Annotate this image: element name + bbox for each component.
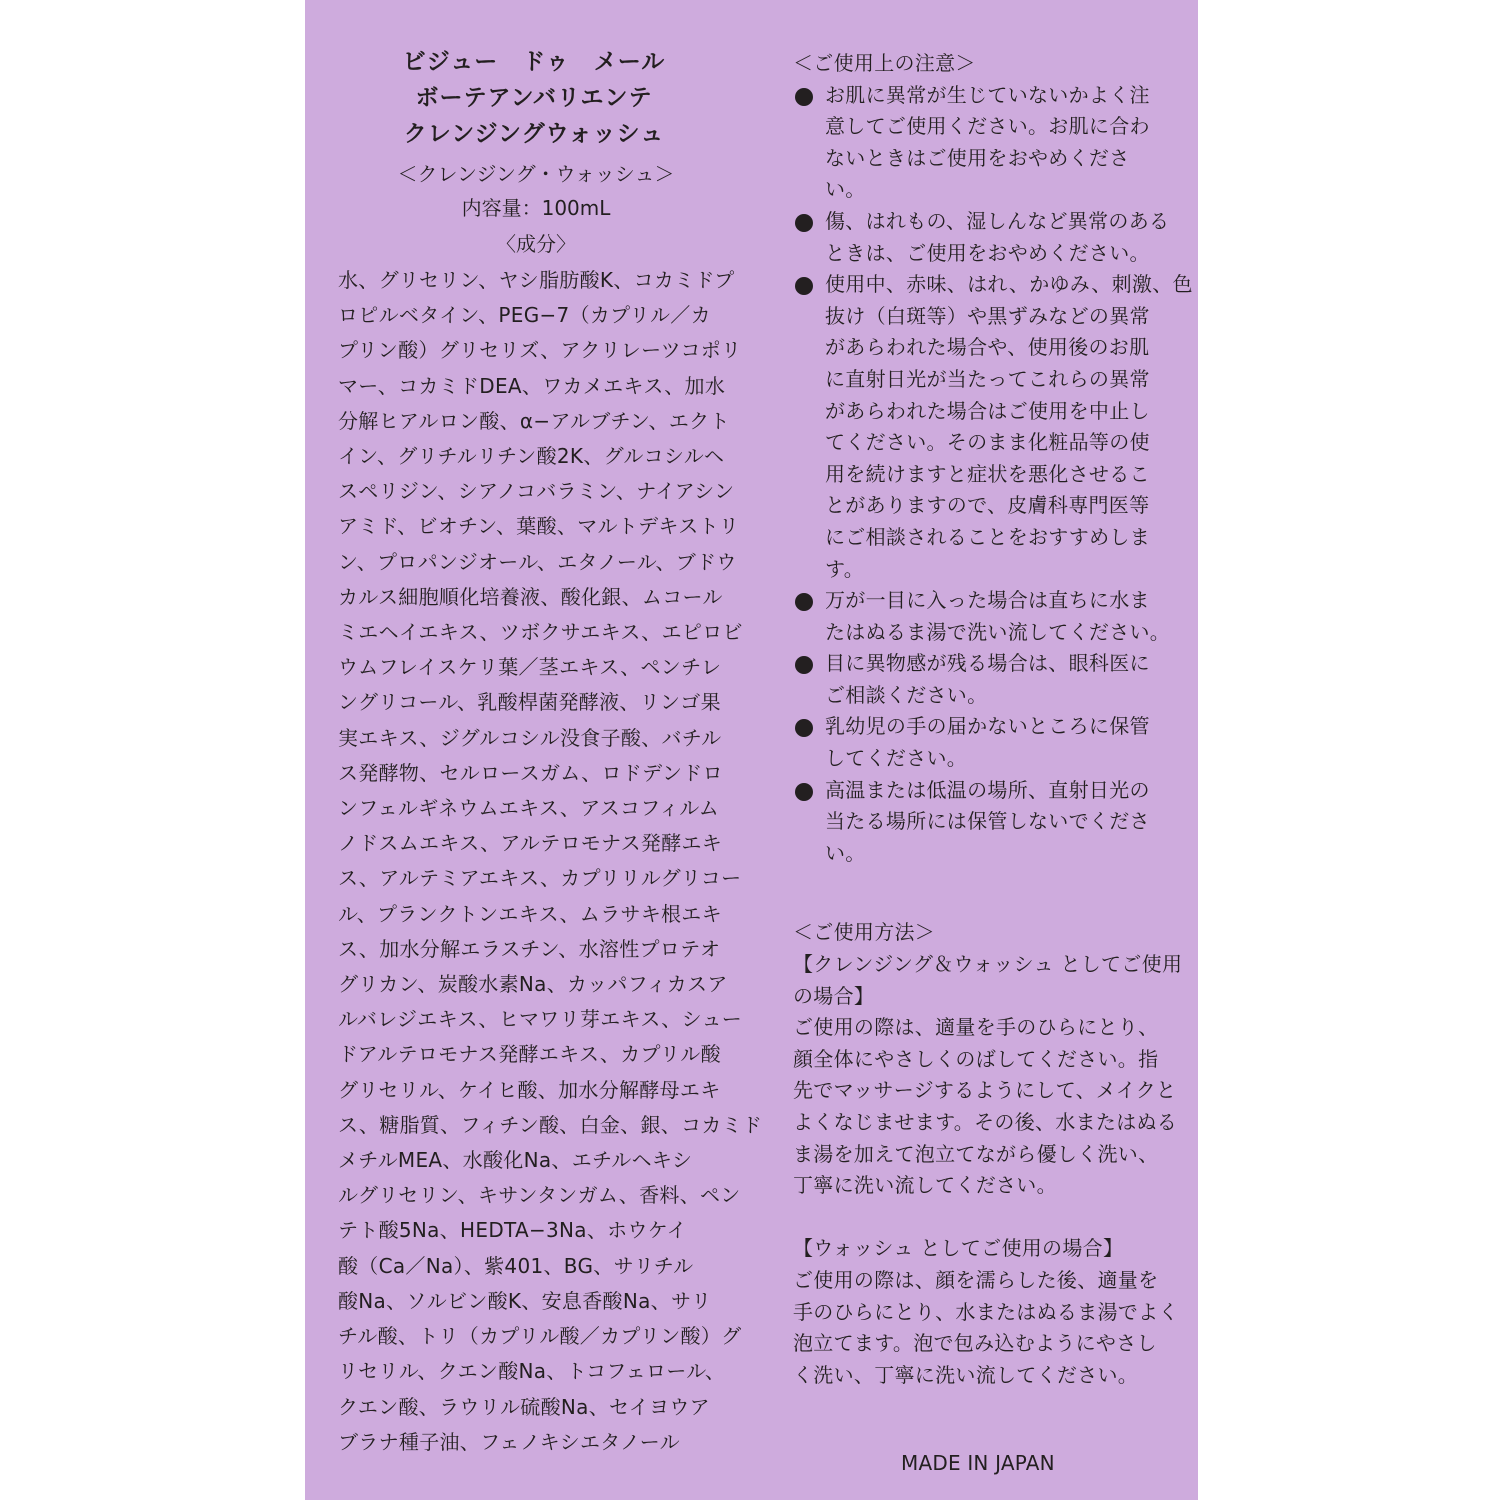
ingredients-line: 実エキス、ジグルコシル没食子酸、バチル <box>338 725 722 750</box>
ingredients-line: プリン酸）グリセリズ、アクリレーツコポリ <box>338 338 742 363</box>
wash-text-line: く洗い、丁寧に洗い流してください。 <box>793 1362 1139 1387</box>
cautions-list <box>793 80 1193 870</box>
caution-item <box>793 269 1193 585</box>
caution-item <box>793 775 1173 870</box>
caution-line: 目に異物感が残る場合は、眼科医に <box>825 651 1150 676</box>
cleansing-heading-line: 【クレンジング＆ウォッシュ としてご使用 <box>793 952 1183 977</box>
ingredients-line: ミエヘイエキス、ツボクサエキス、エピロビ <box>338 620 743 645</box>
ingredients-line: ウムフレイスケリ葉／茎エキス、ペンチレ <box>338 655 722 680</box>
wash-heading: 【ウォッシュ としてご使用の場合】 <box>793 1236 1124 1261</box>
product-title <box>338 44 724 152</box>
ingredients-line: ス、糖脂質、フィチン酸、白金、銀、コカミド <box>338 1112 763 1137</box>
bullet-icon <box>795 593 813 611</box>
ingredients-line: メチルMEA、水酸化Na、エチルヘキシ <box>338 1148 693 1173</box>
caution-item <box>793 711 1173 774</box>
ingredients-line: ブラナ種子油、フェノキシエタノール <box>338 1429 680 1454</box>
caution-line: い。 <box>825 177 866 202</box>
caution-line: 万が一目に入った場合は直ちに水ま <box>825 588 1150 613</box>
caution-line: い。 <box>825 840 866 865</box>
caution-line: ときは、ご使用をおやめください。 <box>825 240 1150 265</box>
ingredients-line: ドアルテロモナス発酵エキス、カプリル酸 <box>338 1042 721 1067</box>
ingredients-line: ス発酵物、セルロースガム、ロドデンドロ <box>338 760 723 785</box>
caution-line: 用を続けますと症状を悪化させるこ <box>825 461 1150 486</box>
caution-line: があらわれた場合はご使用を中止し <box>825 398 1150 423</box>
bullet-icon <box>795 277 813 295</box>
ingredients-line: 分解ヒアルロン酸、α−アルブチン、エクト <box>338 408 730 433</box>
ingredients-line: ングリコール、乳酸桿菌発酵液、リンゴ果 <box>338 690 721 715</box>
ingredients-line: ノドスムエキス、アルテロモナス発酵エキ <box>338 831 723 856</box>
caution-line: 当たる場所には保管しないでくださ <box>825 809 1150 834</box>
ingredients-line: ン、プロパンジオール、エタノール、ブドウ <box>338 549 737 574</box>
cleansing-text-line: ま湯を加えて泡立てながら優しく洗い、 <box>793 1141 1159 1166</box>
ingredients-line: 水、グリセリン、ヤシ脂肪酸K、コカミドプ <box>338 268 735 292</box>
caution-line: とがありますので、皮膚科専門医等 <box>825 493 1150 518</box>
ingredients-line: クエン酸、ラウリル硫酸Na、セイヨウア <box>338 1394 710 1419</box>
ingredients-line: カルス細胞順化培養液、酸化銀、ムコール <box>338 584 723 609</box>
bullet-icon <box>795 88 813 106</box>
ingredients-line: グリセリル、ケイヒ酸、加水分解酵母エキ <box>338 1077 721 1102</box>
cleansing-instructions <box>793 1012 1178 1202</box>
ingredients-line: グリカン、炭酸水素Na、カッパフィカスア <box>338 972 728 997</box>
ingredients-line: リセリル、クエン酸Na、トコフェロール、 <box>338 1359 726 1384</box>
made-in-label: MADE IN JAPAN <box>901 1451 1055 1475</box>
bullet-icon <box>795 783 813 801</box>
caution-line: 傷、はれもの、湿しんなど異常のある <box>825 208 1170 233</box>
caution-line: にご相談されることをおすすめしま <box>825 524 1150 549</box>
bullet-icon <box>795 656 813 674</box>
ingredients-line: ロピルベタイン、PEG−7（カプリル／カ <box>338 303 711 328</box>
caution-line: お肌に異常が生じていないかよく注 <box>825 82 1150 107</box>
instructions-column <box>793 48 1193 1391</box>
ingredients-line: 酸（Ca／Na）、紫401、BG、サリチル <box>338 1253 694 1278</box>
caution-item <box>793 648 1173 711</box>
ingredients-line: ルグリセリン、キサンタンガム、香料、ペン <box>338 1183 741 1208</box>
ingredients-line: ルバレジエキス、ヒマワリ芽エキス、シュー <box>338 1007 743 1032</box>
product-subtitle: ＜クレンジング・ウォッシュ＞ <box>397 162 675 186</box>
ingredients-line: スペリジン、シアノコバラミン、ナイアシン <box>338 479 735 504</box>
caution-line: ないときはご使用をおやめくださ <box>825 145 1130 170</box>
ingredients-line: 酸Na、ソルビン酸K、安息香酸Na、サリ <box>338 1288 712 1313</box>
ingredients-line: チル酸、トリ（カプリル酸／カプリン酸）グ <box>338 1324 742 1349</box>
cleansing-text-line: 顔全体にやさしくのばしてください。指 <box>793 1046 1159 1071</box>
product-info-column <box>338 44 763 1460</box>
caution-line: 高温または低温の場所、直射日光の <box>825 777 1150 802</box>
cleansing-heading-line: の場合】 <box>793 983 875 1008</box>
caution-line: てください。そのまま化粧品等の使 <box>825 430 1150 455</box>
ingredients-line: イン、グリチルリチン酸2K、グルコシルヘ <box>338 444 725 469</box>
product-volume: 内容量：100mL <box>461 196 611 220</box>
bullet-icon <box>795 719 813 737</box>
ingredients-heading: 〈成分〉 <box>496 232 576 256</box>
cleansing-text-line: 丁寧に洗い流してください。 <box>793 1173 1057 1198</box>
caution-line: 意してご使用ください。お肌に合わ <box>825 114 1150 139</box>
caution-line: ご相談ください。 <box>825 682 988 707</box>
title-line: ビジュー ドゥ メール <box>402 49 666 75</box>
caution-item <box>793 80 1173 206</box>
cleansing-text-line: よくなじませます。その後、水またはぬる <box>793 1110 1178 1134</box>
caution-line: があらわれた場合や、使用後のお肌 <box>825 335 1150 360</box>
caution-line: 抜け（白斑等）や黒ずみなどの異常 <box>825 303 1150 328</box>
cautions-heading: ＜ご使用上の注意＞ <box>793 51 976 75</box>
ingredients-line: アミド、ビオチン、葉酸、マルトデキストリ <box>338 514 740 539</box>
caution-item <box>793 585 1173 648</box>
bullet-icon <box>795 214 813 232</box>
ingredients-list <box>338 263 763 1460</box>
caution-line: 乳幼児の手の届かないところに保管 <box>825 714 1150 739</box>
caution-line: す。 <box>825 556 864 581</box>
caution-line: 使用中、赤味、はれ、かゆみ、刺激、色 <box>825 272 1193 297</box>
caution-item <box>793 206 1173 269</box>
usage-heading: ＜ご使用方法＞ <box>793 920 936 945</box>
wash-text-line: 手のひらにとり、水またはぬるま湯でよく <box>793 1299 1179 1324</box>
ingredients-line: ス、アルテミアエキス、カプリリルグリコー <box>338 866 742 891</box>
title-line: ボーテアンバリエンテ <box>415 85 653 111</box>
cleansing-text-line: 先でマッサージするようにして、メイクと <box>793 1078 1177 1103</box>
ingredients-line: テト酸5Na、HEDTA−3Na、ホウケイ <box>338 1218 687 1243</box>
wash-instructions <box>793 1265 1179 1391</box>
caution-line: たはぬるま湯で洗い流してください。 <box>825 619 1171 644</box>
ingredients-line: ル、プランクトンエキス、ムラサキ根エキ <box>338 901 722 926</box>
cleansing-text-line: ご使用の際は、適量を手のひらにとり、 <box>793 1015 1159 1040</box>
ingredients-line: マー、コカミドDEA、ワカメエキス、加水 <box>338 373 726 398</box>
wash-text-line: 泡立てます。泡で包み込むようにやさし <box>793 1331 1157 1356</box>
caution-line: してください。 <box>825 746 968 771</box>
title-line: クレンジングウォッシュ <box>403 121 665 147</box>
wash-text-line: ご使用の際は、顔を濡らした後、適量を <box>793 1267 1159 1292</box>
caution-line: に直射日光が当たってこれらの異常 <box>825 366 1150 391</box>
ingredients-line: ンフェルギネウムエキス、アスコフィルム <box>338 796 720 821</box>
ingredients-line: ス、加水分解エラスチン、水溶性プロテオ <box>338 936 721 961</box>
